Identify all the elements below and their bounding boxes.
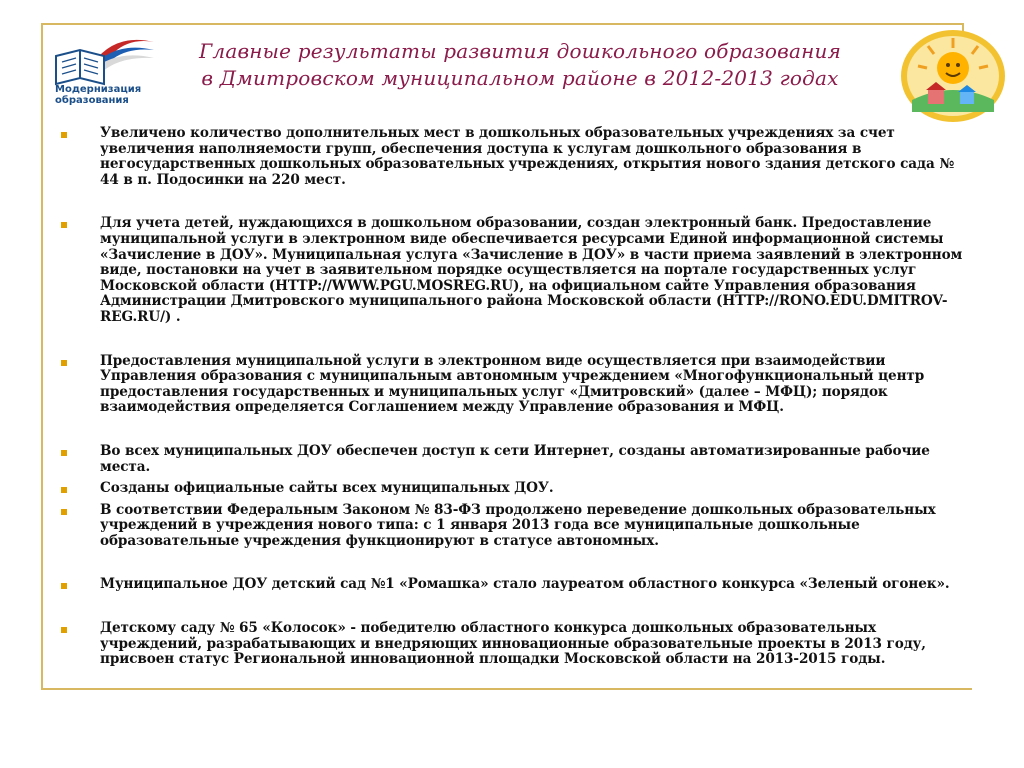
bullet-square-icon	[61, 509, 67, 515]
list-item	[58, 621, 963, 668]
list-item	[58, 354, 963, 416]
list-item-text: Предоставления муниципальной услуги в электронном виде осуществляется при взаимодействии Управления образования с муниципальным автономным учреждением «Многофункциональный центр предоставления государственных и муниципальных услуг «Дмитровский» (далее – МФЦ); порядок взаимодействия определяется Соглашением между Управление образования и МФЦ.	[100, 352, 925, 416]
bullet-square-icon	[61, 627, 67, 633]
bullet-square-icon	[61, 222, 67, 228]
list-item-text: Детскому саду № 65 «Колосок» - победителю областного конкурса дошкольных образовательных учреждений, разрабатывающих и внедряющих инновационные образовательные проекты в 2013 году, присвоен статус Региональной инновационной площадки Московской области на 2013-2015 годы.	[100, 620, 926, 668]
frame-top-line	[41, 23, 964, 25]
bullet-square-icon	[61, 487, 67, 493]
page-title-line1: Главные результаты развития дошкольного образования	[198, 39, 842, 63]
list-item	[58, 577, 963, 593]
list-item	[58, 126, 963, 188]
bullet-square-icon	[61, 583, 67, 589]
list-item-text: Созданы официальные сайты всех муниципальных ДОУ.	[100, 480, 554, 497]
list-item-text: Во всех муниципальных ДОУ обеспечен доступ к сети Интернет, созданы автоматизированные рабочие места.	[100, 442, 930, 475]
list-item-text: Муниципальное ДОУ детский сад №1 «Ромашка» стало лауреатом областного конкурса «Зеленый огонек».	[100, 576, 950, 593]
bullet-square-icon	[61, 360, 67, 366]
list-item	[58, 481, 963, 497]
list-item	[58, 216, 963, 325]
sun-kindergarten-badge-icon	[898, 28, 1008, 124]
list-item-text: Для учета детей, нуждающихся в дошкольном образовании, создан электронный банк. Предоставление муниципальной услуги в электронном виде обеспечивается ресурсами Единой информационной системы «Зачисление в ДОУ». Муниципальная услуга «Зачисление в ДОУ» в части приема заявлений в электронном виде, постановки на учет в заявительном порядке осуществляется на портале государственных услуг Московской области (HTTP://WWW.PGU.MOSREG.RU), на официальном сайте Управления образования Администрации Дмитровского муниципального района Московской области (HTTP://RONO.EDU.DMITROV-REG.RU/) .	[100, 215, 963, 325]
frame-left-line	[41, 23, 43, 688]
logo-caption-line1: Модернизация	[55, 84, 142, 95]
list-item-text: Увеличено количество дополнительных мест в дошкольных образовательных учреждениях за счет увеличения наполняемости групп, обеспечения доступа к услугам дошкольного образования в негосударственных дошкольных образовательных учреждениях, открытия нового здания детского сада № 44 в п. Подосинки на 220 мест.	[100, 125, 954, 188]
logo-caption	[55, 84, 141, 106]
bullet-square-icon	[61, 132, 67, 138]
list-item	[58, 444, 963, 475]
page-title-line2: в Дмитровском муниципальном районе в 2012-2013 годах	[201, 66, 839, 90]
list-item-text: В соответствии Федеральным Законом № 83-ФЗ продолжено переведение дошкольных образовательных учреждений в учреждения нового типа: с 1 января 2013 года все муниципальные дошкольные образовательные учреждения функционируют в статусе автономных.	[100, 501, 936, 549]
list-item	[58, 503, 963, 550]
bullet-square-icon	[61, 450, 67, 456]
results-list	[58, 126, 963, 668]
page-title	[150, 38, 890, 92]
logo-caption-line2: образования	[55, 95, 129, 106]
frame-bottom-line	[41, 688, 972, 690]
